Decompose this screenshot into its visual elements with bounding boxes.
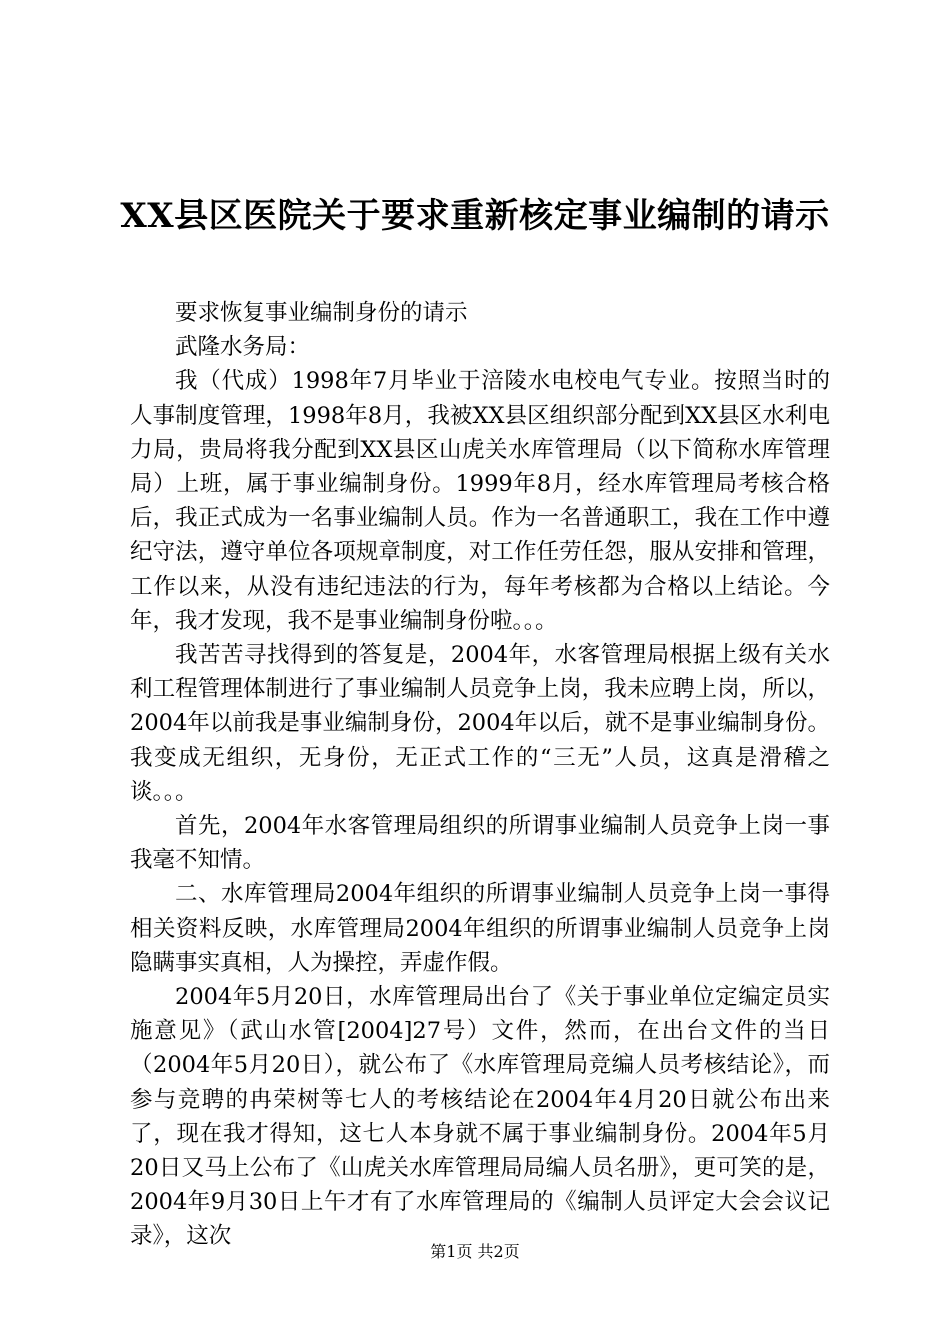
body-paragraph-second-point: 二、水库管理局2004年组织的所谓事业编制人员竞争上岗一事得相关资料反映，水库管理局2004年组织的所谓事业编制人员竞争上岗隐瞒事实真相，人为操控，弄虚作假。 — [130, 881, 830, 976]
document-body — [130, 296, 830, 1254]
body-paragraph-details: 2004年5月20日，水库管理局出台了《关于事业单位定编定员实施意见》（武山水管[2004]27号）文件，然而，在出台文件的当日（2004年5月20日），就公布了《水库管理局竞编人员考核结论》，而参与竞聘的冉荣树等七人的考核结论在2004年4月20日就公布出来了，现在我才得知，这七人本身就不属于事业编制身份。2004年5月20日又马上公布了《山虎关水库管理局局编人员名册》，更可笑的是，2004年9月30日上午才有了水库管理局的《编制人员评定大会会议记录》，这次 — [130, 984, 830, 1250]
body-paragraph-reply: 我苦苦寻找得到的答复是，2004年，水客管理局根据上级有关水利工程管理体制进行了事业编制人员竞争上岗，我未应聘上岗，所以，2004年以前我是事业编制身份，2004年以后，就不是事业编制身份。我变成无组织，无身份，无正式工作的“三无”人员，这真是滑稽之谈。。。 — [130, 642, 830, 805]
document-title: XX县区医院关于要求重新核定事业编制的请示 — [120, 196, 830, 236]
request-heading: 要求恢复事业编制身份的请示 — [175, 300, 468, 326]
page-number: 第1页 共2页 — [430, 1242, 520, 1261]
body-paragraph-first-point: 首先，2004年水客管理局组织的所谓事业编制人员竞争上岗一事我毫不知情。 — [130, 813, 830, 874]
body-paragraph-background: 我（代成）1998年7月毕业于涪陵水电校电气专业。按照当时的人事制度管理，1998年8月，我被XX县区组织部分配到XX县区水利电力局，贵局将我分配到XX县区山虎关水库管理局（以下简称水库管理局）上班，属于事业编制身份。1999年8月，经水库管理局考核合格后，我正式成为一名事业编制人员。作为一名普通职工，我在工作中遵纪守法，遵守单位各项规章制度，对工作任劳任怨，服从安排和管理，工作以来，从没有违纪违法的行为，每年考核都为合格以上结论。今年，我才发现，我不是事业编制身份啦。。。 — [130, 368, 830, 634]
addressee: 武隆水务局： — [175, 334, 311, 361]
